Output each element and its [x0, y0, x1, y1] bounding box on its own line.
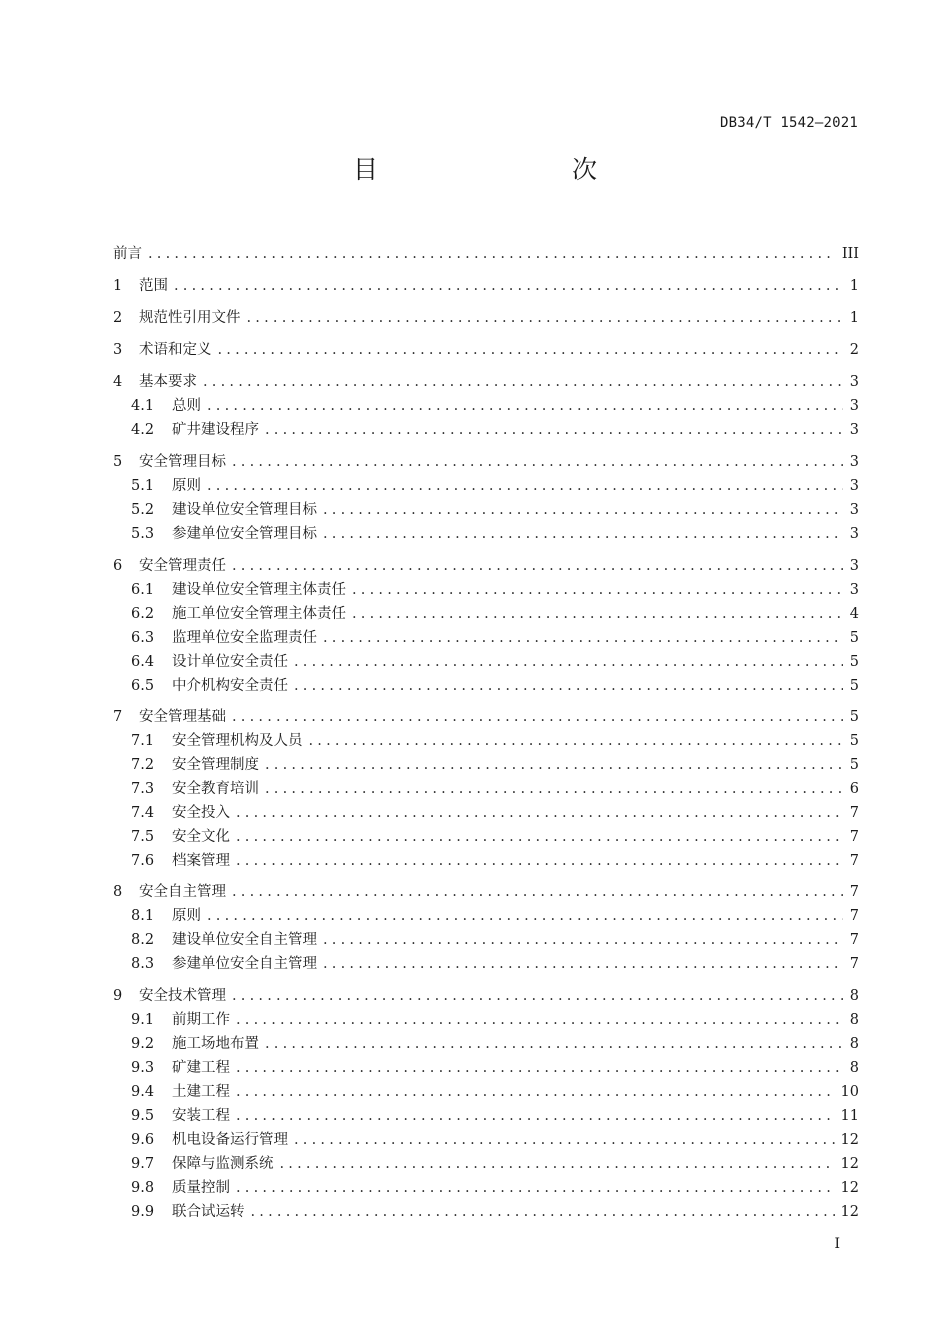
toc-entry[interactable] [131, 904, 859, 926]
toc-dot-leader [323, 954, 843, 974]
toc-entry-number: 9.1 [131, 1012, 155, 1028]
toc-entry[interactable] [131, 1176, 859, 1198]
toc-entry-number: 8.2 [131, 932, 155, 948]
toc-entry-number: 9.7 [131, 1156, 155, 1172]
toc-entry-label: 档案管理 [172, 853, 230, 869]
toc-entry-label: 安全管理机构及人员 [172, 733, 303, 749]
toc-entry-number: 5.2 [131, 502, 155, 518]
toc-entry[interactable] [131, 522, 859, 544]
toc-entry[interactable] [131, 1128, 859, 1150]
toc-entry-label: 原则 [172, 478, 201, 494]
toc-entry-page: 8 [849, 988, 859, 1004]
toc-entry-number: 9.5 [131, 1108, 155, 1124]
toc-entry-page: 3 [849, 558, 859, 574]
toc-dot-leader [294, 1130, 835, 1150]
toc-entry[interactable] [113, 274, 859, 296]
toc-dot-leader [265, 420, 843, 440]
toc-dot-leader [236, 1010, 843, 1030]
toc-entry-number: 7.2 [131, 757, 155, 773]
toc-entry-number: 8.3 [131, 956, 155, 972]
toc-dot-leader [207, 476, 843, 496]
toc-entry-page: 4 [849, 606, 859, 622]
toc-entry[interactable] [131, 1032, 859, 1054]
toc-entry-page: 2 [849, 342, 859, 358]
toc-entry[interactable] [131, 418, 859, 440]
toc-entry-page: 12 [840, 1204, 859, 1220]
toc-entry[interactable] [131, 1008, 859, 1030]
toc-entry-label: 施工场地布置 [172, 1036, 259, 1052]
toc-entry-label: 规范性引用文件 [139, 310, 241, 326]
toc-entry-number: 7.6 [131, 853, 155, 869]
toc-entry-label: 总则 [172, 398, 201, 414]
toc-entry-page: 7 [849, 853, 859, 869]
toc-entry-page: 12 [840, 1180, 859, 1196]
toc-entry[interactable] [131, 602, 859, 624]
toc-entry[interactable] [131, 674, 859, 696]
toc-entry-label: 前期工作 [172, 1012, 230, 1028]
toc-entry-number: 5.1 [131, 478, 155, 494]
toc-dot-leader [218, 340, 844, 360]
toc-entry-number: 9.3 [131, 1060, 155, 1076]
toc-entry[interactable] [131, 474, 859, 496]
toc-entry[interactable] [131, 1056, 859, 1078]
toc-entry-page: 7 [849, 932, 859, 948]
toc-entry-label: 保障与监测系统 [172, 1156, 274, 1172]
toc-entry-page: 3 [849, 454, 859, 470]
toc-entry-label: 安全教育培训 [172, 781, 259, 797]
toc-entry[interactable] [131, 498, 859, 520]
toc-entry-label: 土建工程 [172, 1084, 230, 1100]
toc-entry-page: 5 [849, 678, 859, 694]
toc-entry-number: 7.4 [131, 805, 155, 821]
toc-entry-number: 4 [113, 374, 123, 390]
toc-entry-number: 8 [113, 884, 123, 900]
toc-entry-label: 施工单位安全管理主体责任 [172, 606, 346, 622]
toc-dot-leader [294, 676, 843, 696]
toc-entry[interactable] [131, 801, 859, 823]
toc-dot-leader [323, 930, 843, 950]
toc-entry-label: 范围 [139, 278, 168, 294]
toc-entry-number: 6.4 [131, 654, 155, 670]
toc-dot-leader [352, 580, 843, 600]
toc-dot-leader [236, 1178, 835, 1198]
toc-entry-page: 8 [849, 1012, 859, 1028]
toc-dot-leader [232, 882, 843, 902]
toc-entry[interactable] [113, 450, 859, 472]
toc-entry[interactable] [113, 984, 859, 1006]
toc-entry[interactable] [113, 306, 859, 328]
toc-entry-number: 6.2 [131, 606, 155, 622]
toc-entry-label: 安全管理基础 [139, 709, 226, 725]
toc-entry[interactable] [131, 928, 859, 950]
toc-entry-page: 3 [849, 478, 859, 494]
toc-entry[interactable] [113, 370, 859, 392]
toc-entry-label: 联合试运转 [172, 1204, 245, 1220]
toc-entry-label: 参建单位安全自主管理 [172, 956, 317, 972]
toc-entry[interactable] [131, 626, 859, 648]
toc-entry-page: 8 [849, 1036, 859, 1052]
toc-entry-number: 9 [113, 988, 123, 1004]
toc-dot-leader [236, 1106, 835, 1126]
toc-dot-leader [207, 906, 843, 926]
toc-entry-page: 5 [849, 733, 859, 749]
page-title: 目 次 [352, 155, 645, 184]
toc-entry[interactable] [131, 1080, 859, 1102]
toc-entry-page: 8 [849, 1060, 859, 1076]
toc-dot-leader [232, 986, 843, 1006]
toc-dot-leader [294, 652, 843, 672]
toc-entry-number: 7.1 [131, 733, 155, 749]
toc-entry[interactable] [131, 825, 859, 847]
toc-entry-number: 7.3 [131, 781, 155, 797]
toc-entry-number: 6.3 [131, 630, 155, 646]
toc-entry-page: 11 [840, 1108, 859, 1124]
toc-dot-leader [236, 1058, 843, 1078]
toc-entry[interactable] [131, 849, 859, 871]
toc-entry[interactable] [113, 338, 859, 360]
toc-entry-label: 原则 [172, 908, 201, 924]
toc-entry-page: 12 [840, 1132, 859, 1148]
toc-dot-leader [236, 803, 843, 823]
toc-entry-page: 7 [849, 805, 859, 821]
toc-entry-number: 5 [113, 454, 123, 470]
toc-dot-leader [309, 731, 844, 751]
toc-entry-label: 安全技术管理 [139, 988, 226, 1004]
toc-entry-label: 监理单位安全监理责任 [172, 630, 317, 646]
toc-entry-page: 3 [849, 582, 859, 598]
toc-entry-label: 安全管理目标 [139, 454, 226, 470]
toc-entry-label: 建设单位安全管理主体责任 [172, 582, 346, 598]
toc-entry[interactable] [113, 705, 859, 727]
toc-entry[interactable] [131, 753, 859, 775]
toc-dot-leader [323, 524, 843, 544]
toc-entry-number: 6.1 [131, 582, 155, 598]
toc-entry-page: 3 [849, 502, 859, 518]
toc-entry-number: 9.2 [131, 1036, 155, 1052]
toc-entry-number: 3 [113, 342, 123, 358]
toc-dot-leader [236, 827, 843, 847]
toc-entry-number: 9.4 [131, 1084, 155, 1100]
toc-entry-label: 机电设备运行管理 [172, 1132, 288, 1148]
toc-entry-page: 7 [849, 884, 859, 900]
toc-entry-page: 3 [849, 398, 859, 414]
toc-entry[interactable] [113, 554, 859, 576]
toc-entry[interactable] [113, 880, 859, 902]
toc-entry[interactable] [113, 242, 859, 264]
toc-dot-leader [174, 276, 843, 296]
toc-entry-number: 6 [113, 558, 123, 574]
toc-entry-label: 安全文化 [172, 829, 230, 845]
toc-entry-label: 安装工程 [172, 1108, 230, 1124]
toc-entry-number: 4.1 [131, 398, 155, 414]
toc-dot-leader [247, 308, 844, 328]
toc-entry-label: 安全管理责任 [139, 558, 226, 574]
toc-dot-leader [265, 1034, 843, 1054]
toc-entry-number: 8.1 [131, 908, 155, 924]
toc-entry-number: 5.3 [131, 526, 155, 542]
page-number: I [834, 1236, 840, 1252]
toc-dot-leader [251, 1202, 835, 1222]
toc-entry-page: 3 [849, 374, 859, 390]
toc-entry-page: 6 [849, 781, 859, 797]
toc-dot-leader [280, 1154, 835, 1174]
toc-entry-label: 建设单位安全管理目标 [172, 502, 317, 518]
toc-entry[interactable] [131, 1200, 859, 1222]
toc-entry-page: 5 [849, 757, 859, 773]
toc-entry[interactable] [131, 777, 859, 799]
toc-entry-number: 6.5 [131, 678, 155, 694]
toc-entry-page: 1 [849, 278, 859, 294]
toc-entry-label: 前言 [113, 246, 142, 262]
toc-dot-leader [323, 628, 843, 648]
toc-entry-page: 5 [849, 630, 859, 646]
toc-entry-page: III [841, 246, 859, 262]
toc-entry-page: 5 [849, 709, 859, 725]
toc-entry-label: 安全管理制度 [172, 757, 259, 773]
toc-dot-leader [236, 851, 843, 871]
toc-entry-label: 安全投入 [172, 805, 230, 821]
toc-entry-page: 3 [849, 526, 859, 542]
toc-entry-label: 术语和定义 [139, 342, 212, 358]
toc-entry-number: 7.5 [131, 829, 155, 845]
toc-entry-label: 参建单位安全管理目标 [172, 526, 317, 542]
toc-entry[interactable] [131, 578, 859, 600]
toc-entry-page: 7 [849, 829, 859, 845]
toc-entry-label: 矿井建设程序 [172, 422, 259, 438]
toc-dot-leader [207, 396, 843, 416]
toc-dot-leader [203, 372, 843, 392]
toc-entry-number: 1 [113, 278, 123, 294]
toc-entry-label: 基本要求 [139, 374, 197, 390]
toc-dot-leader [232, 556, 843, 576]
toc-entry[interactable] [131, 952, 859, 974]
toc-dot-leader [265, 755, 843, 775]
toc-entry-page: 1 [849, 310, 859, 326]
toc-entry-number: 9.8 [131, 1180, 155, 1196]
toc-entry[interactable] [131, 394, 859, 416]
toc-entry-label: 设计单位安全责任 [172, 654, 288, 670]
toc-entry-number: 7 [113, 709, 123, 725]
toc-dot-leader [232, 452, 843, 472]
toc-entry-page: 5 [849, 654, 859, 670]
toc-entry-number: 9.9 [131, 1204, 155, 1220]
toc-entry-page: 3 [849, 422, 859, 438]
toc-entry-label: 安全自主管理 [139, 884, 226, 900]
toc-entry-page: 7 [849, 956, 859, 972]
toc-entry-number: 9.6 [131, 1132, 155, 1148]
toc-entry[interactable] [131, 1152, 859, 1174]
toc-entry-page: 10 [840, 1084, 859, 1100]
toc-dot-leader [148, 244, 836, 264]
toc-entry-page: 12 [840, 1156, 859, 1172]
toc-entry-label: 矿建工程 [172, 1060, 230, 1076]
standard-code: DB34/T 1542—2021 [719, 115, 858, 131]
toc-entry-label: 中介机构安全责任 [172, 678, 288, 694]
toc-entry[interactable] [131, 1104, 859, 1126]
toc-entry-label: 质量控制 [172, 1180, 230, 1196]
toc-dot-leader [236, 1082, 835, 1102]
toc-dot-leader [265, 779, 843, 799]
toc-entry-number: 2 [113, 310, 123, 326]
toc-entry[interactable] [131, 650, 859, 672]
toc-entry-number: 4.2 [131, 422, 155, 438]
toc-entry-label: 建设单位安全自主管理 [172, 932, 317, 948]
toc-entry-page: 7 [849, 908, 859, 924]
toc-dot-leader [352, 604, 843, 624]
toc-dot-leader [232, 707, 843, 727]
toc-dot-leader [323, 500, 843, 520]
toc-entry[interactable] [131, 729, 859, 751]
